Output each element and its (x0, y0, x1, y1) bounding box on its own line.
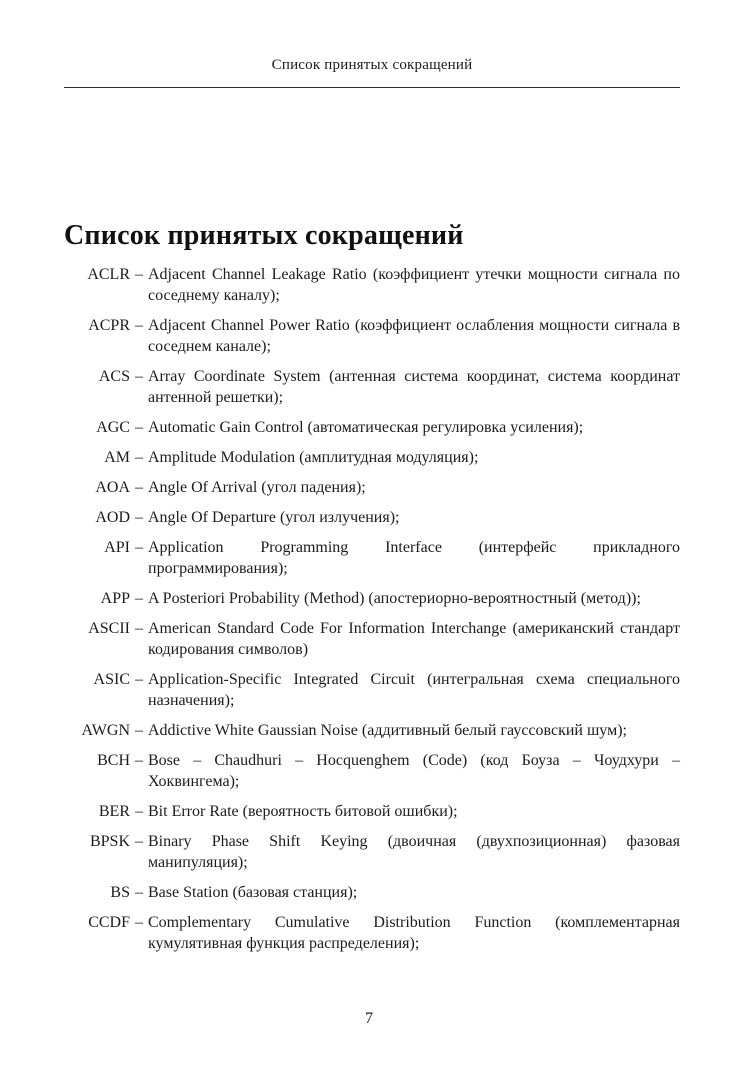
abbreviation-item (64, 618, 680, 660)
abbreviation-definition: Adjacent Channel Power Ratio (коэффициент ослабления мощности сигнала в соседнем канале); (148, 317, 680, 355)
abbreviation-definition: Application Programming Interface (интерфейс прикладного программирования); (148, 539, 680, 577)
abbreviation-item (64, 669, 680, 711)
abbreviation-definition: Array Coordinate System (антенная система координат, система координат антенной решетки); (148, 368, 680, 406)
abbreviation-dash: – (135, 620, 143, 637)
abbreviation-term: API (104, 539, 130, 556)
running-header: Список принятых сокращений (271, 57, 473, 73)
abbreviation-definition: Automatic Gain Control (автоматическая регулировка усиления); (148, 419, 584, 436)
abbreviation-item (64, 477, 680, 498)
abbreviation-term: BER (98, 803, 130, 820)
abbreviation-term: APP (100, 590, 130, 607)
abbreviation-dash: – (135, 317, 143, 334)
abbreviation-dash: – (135, 539, 143, 556)
abbreviation-item (64, 447, 680, 468)
abbreviation-definition: A Posteriori Probability (Method) (апостериорно-вероятностный (метод)); (148, 590, 641, 607)
header-rule (64, 87, 680, 88)
abbreviation-item (64, 417, 680, 438)
abbreviation-dash: – (135, 671, 143, 688)
abbreviation-item (64, 831, 680, 873)
abbreviation-dash: – (135, 914, 143, 931)
abbreviation-term: AGC (96, 419, 130, 436)
abbreviation-term: ACLR (87, 266, 130, 283)
abbreviation-dash: – (135, 419, 143, 436)
abbreviation-term: AOA (95, 479, 130, 496)
abbreviation-dash: – (135, 722, 143, 739)
abbreviation-item (64, 720, 680, 741)
page-number: 7 (365, 1010, 373, 1027)
abbreviation-dash: – (135, 803, 143, 820)
abbreviation-definition: Angle Of Arrival (угол падения); (148, 479, 366, 496)
abbreviation-definition: Bose – Chaudhuri – Hocquenghem (Code) (код Боуза – Чоудхури – Хоквингема); (148, 752, 680, 790)
abbreviation-dash: – (135, 590, 143, 607)
abbreviation-item (64, 264, 680, 306)
abbreviation-item (64, 750, 680, 792)
abbreviation-dash: – (135, 479, 143, 496)
abbreviation-dash: – (135, 509, 143, 526)
abbreviation-item (64, 882, 680, 903)
abbreviation-term: BS (110, 884, 130, 901)
abbreviation-item (64, 588, 680, 609)
abbreviation-term: ACS (98, 368, 130, 385)
abbreviation-term: CCDF (88, 914, 130, 931)
page-title: Список принятых сокращений (64, 220, 464, 251)
abbreviation-term: ASCII (88, 620, 130, 637)
abbreviation-term: ACPR (88, 317, 130, 334)
abbreviation-definition: Bit Error Rate (вероятность битовой ошибки); (148, 803, 458, 820)
abbreviation-term: AWGN (81, 722, 130, 739)
abbreviation-term: BCH (97, 752, 130, 769)
abbreviation-dash: – (135, 752, 143, 769)
abbreviation-dash: – (135, 449, 143, 466)
abbreviation-definition: Base Station (базовая станция); (148, 884, 358, 901)
abbreviation-definition: Angle Of Departure (угол излучения); (148, 509, 400, 526)
abbreviation-item (64, 801, 680, 822)
abbreviation-definition: Complementary Cumulative Distribution Function (комплементарная кумулятивная функция распределения); (148, 914, 680, 952)
abbreviation-definition: Application-Specific Integrated Circuit (интегральная схема специального назначения); (148, 671, 680, 709)
abbreviation-term: BPSK (89, 833, 130, 850)
abbreviation-definition: Binary Phase Shift Keying (двоичная (двухпозиционная) фазовая манипуляция); (148, 833, 680, 871)
abbreviation-definition: Amplitude Modulation (амплитудная модуляция); (148, 449, 479, 466)
abbreviation-item (64, 366, 680, 408)
abbreviation-definition: Adjacent Channel Leakage Ratio (коэффициент утечки мощности сигнала по соседнему каналу); (148, 266, 680, 304)
abbreviation-definition: American Standard Code For Information Interchange (американский стандарт кодирования символов) (148, 620, 680, 658)
abbreviation-dash: – (135, 368, 143, 385)
abbreviation-term: ASIC (93, 671, 130, 688)
abbreviation-item (64, 912, 680, 954)
abbreviation-term: AM (104, 449, 130, 466)
abbreviation-item (64, 507, 680, 528)
abbreviation-dash: – (135, 884, 143, 901)
abbreviation-item (64, 315, 680, 357)
abbreviation-item (64, 537, 680, 579)
abbreviation-dash: – (135, 833, 143, 850)
abbreviation-term: AOD (95, 509, 130, 526)
abbreviation-definition: Addictive White Gaussian Noise (аддитивный белый гауссовский шум); (148, 722, 627, 739)
abbreviation-dash: – (135, 266, 143, 283)
abbreviation-list (64, 264, 680, 963)
